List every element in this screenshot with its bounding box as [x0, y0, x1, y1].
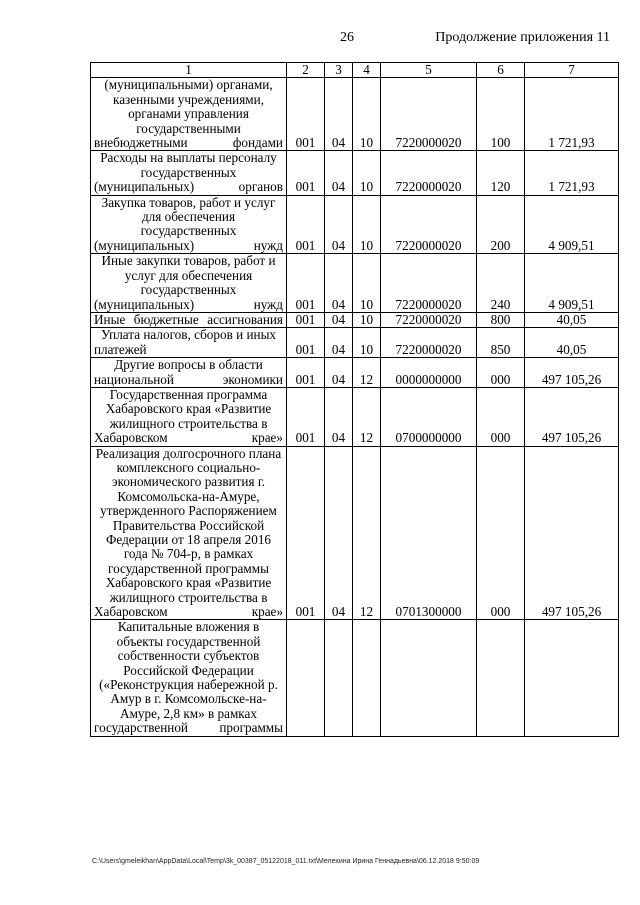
cell-sum: 1 721,93 [525, 151, 619, 195]
cell-sum: 40,05 [525, 312, 619, 327]
cell-ved: 001 [287, 387, 325, 446]
cell-sum [525, 620, 619, 736]
cell-ved [287, 620, 325, 736]
table-row [91, 151, 619, 195]
cell-pr: 12 [353, 387, 381, 446]
page-caption: Продолжение приложения 11 [435, 30, 610, 45]
cell-rz: 04 [325, 151, 353, 195]
cell-vr: 000 [477, 446, 525, 620]
cell-ved: 001 [287, 328, 325, 358]
budget-table [90, 62, 619, 737]
cell-vr: 800 [477, 312, 525, 327]
cell-name: Другие вопросы в области национальной экономики [91, 358, 287, 388]
cell-csr [381, 620, 477, 736]
cell-ved: 001 [287, 78, 325, 151]
cell-name: (муниципальными) органами, казенными учреждениями, органами управления государственными внебюджетными фондами [91, 78, 287, 151]
cell-vr: 200 [477, 195, 525, 254]
column-header-ved: 2 [287, 63, 325, 78]
cell-rz: 04 [325, 254, 353, 313]
column-header-rz: 3 [325, 63, 353, 78]
cell-sum: 497 105,26 [525, 387, 619, 446]
cell-ved: 001 [287, 151, 325, 195]
cell-rz: 04 [325, 387, 353, 446]
cell-csr: 7220000020 [381, 328, 477, 358]
cell-sum: 497 105,26 [525, 358, 619, 388]
cell-rz [325, 620, 353, 736]
cell-ved: 001 [287, 446, 325, 620]
cell-vr: 000 [477, 358, 525, 388]
cell-csr: 0701300000 [381, 446, 477, 620]
cell-csr: 0700000000 [381, 387, 477, 446]
cell-rz: 04 [325, 312, 353, 327]
cell-sum: 4 909,51 [525, 254, 619, 313]
cell-rz: 04 [325, 358, 353, 388]
table-row [91, 195, 619, 254]
cell-pr: 10 [353, 254, 381, 313]
cell-name: Иные бюджетные ассигнования [91, 312, 287, 327]
table-row [91, 78, 619, 151]
cell-name: Государственная программа Хабаровского края «Развитие жилищного строительства в Хабаровском крае» [91, 387, 287, 446]
cell-vr: 240 [477, 254, 525, 313]
cell-csr: 7220000020 [381, 254, 477, 313]
column-header-pr: 4 [353, 63, 381, 78]
cell-csr: 7220000020 [381, 195, 477, 254]
cell-name: Закупка товаров, работ и услуг для обеспечения государственных (муниципальных) нужд [91, 195, 287, 254]
cell-ved: 001 [287, 254, 325, 313]
table-row [91, 620, 619, 736]
file-path-footer: C:\Users\gmeleikhan\AppData\Local\Temp\3k_00387_05122018_011.txt\Мелехина Ирина Геннадьевна\06.12.2018 9:50:09 [92, 858, 480, 865]
column-header-csr: 5 [381, 63, 477, 78]
cell-sum: 40,05 [525, 328, 619, 358]
cell-rz: 04 [325, 446, 353, 620]
cell-csr: 7220000020 [381, 151, 477, 195]
cell-pr: 10 [353, 195, 381, 254]
cell-pr: 12 [353, 358, 381, 388]
table-row [91, 328, 619, 358]
cell-csr: 7220000020 [381, 78, 477, 151]
cell-name: Реализация долгосрочного плана комплексного социально-экономического развития г. Комсомольска-на-Амуре, утвержденного Распоряжением Правительства Российской Федерации от 18 апреля 2016 года № 704-р, в рамках государственной программы Хабаровского края «Развитие жилищного строительства в Хабаровском крае» [91, 446, 287, 620]
cell-ved: 001 [287, 195, 325, 254]
cell-vr: 120 [477, 151, 525, 195]
cell-sum: 1 721,93 [525, 78, 619, 151]
cell-csr: 7220000020 [381, 312, 477, 327]
column-header-name: 1 [91, 63, 287, 78]
cell-pr: 10 [353, 328, 381, 358]
cell-vr [477, 620, 525, 736]
cell-ved: 001 [287, 312, 325, 327]
cell-sum: 4 909,51 [525, 195, 619, 254]
page-number: 26 [340, 30, 354, 45]
table-row [91, 358, 619, 388]
cell-vr: 000 [477, 387, 525, 446]
table-row [91, 312, 619, 327]
table-header-row [91, 63, 619, 78]
cell-pr: 10 [353, 151, 381, 195]
cell-rz: 04 [325, 328, 353, 358]
column-header-vr: 6 [477, 63, 525, 78]
cell-name: Уплата налогов, сборов и иных платежей [91, 328, 287, 358]
cell-pr: 10 [353, 312, 381, 327]
table-row [91, 446, 619, 620]
cell-pr: 12 [353, 446, 381, 620]
cell-vr: 850 [477, 328, 525, 358]
table-row [91, 254, 619, 313]
cell-csr: 0000000000 [381, 358, 477, 388]
cell-name: Иные закупки товаров, работ и услуг для обеспечения государственных (муниципальных) нужд [91, 254, 287, 313]
cell-vr: 100 [477, 78, 525, 151]
cell-pr [353, 620, 381, 736]
cell-name: Капитальные вложения в объекты государственной собственности субъектов Российской Федерации («Реконструкция набережной р. Амур в г. Комсомольске-на-Амуре, 2,8 км» в рамках государственной программы [91, 620, 287, 736]
cell-ved: 001 [287, 358, 325, 388]
cell-pr: 10 [353, 78, 381, 151]
cell-rz: 04 [325, 195, 353, 254]
cell-rz: 04 [325, 78, 353, 151]
cell-sum: 497 105,26 [525, 446, 619, 620]
column-header-sum: 7 [525, 63, 619, 78]
cell-name: Расходы на выплаты персоналу государственных (муниципальных) органов [91, 151, 287, 195]
table-row [91, 387, 619, 446]
